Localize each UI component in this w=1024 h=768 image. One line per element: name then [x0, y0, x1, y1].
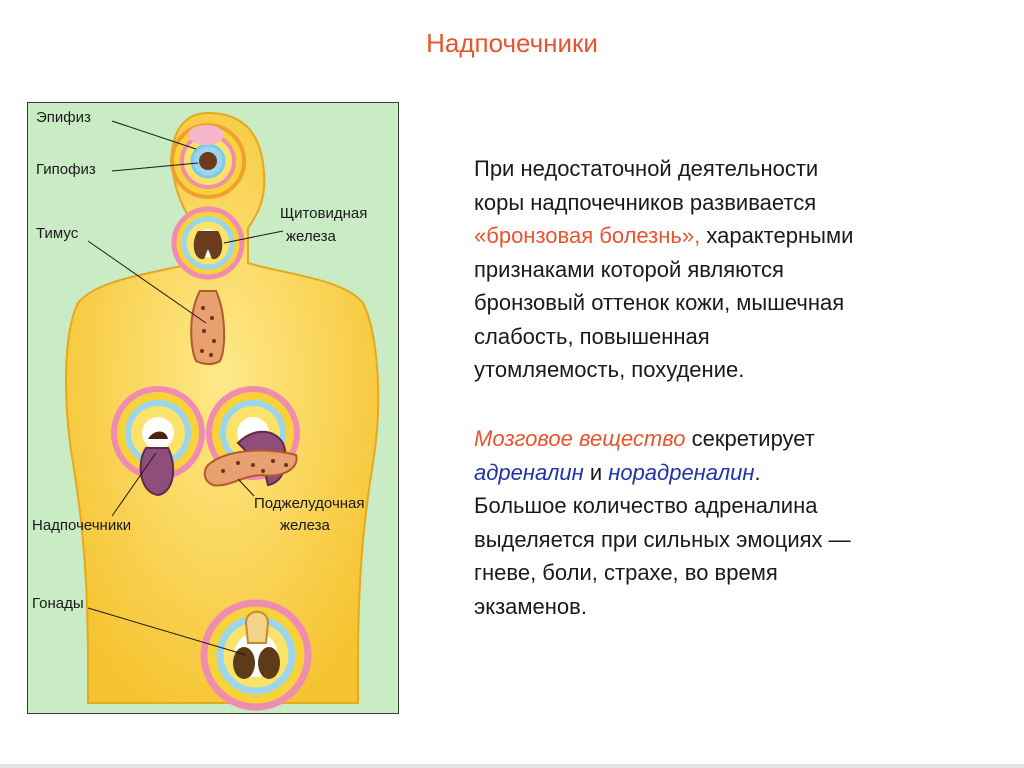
- label-adrenals: Надпочечники: [32, 517, 132, 534]
- text-line: коры надпочечников развивается: [474, 189, 817, 215]
- hormone-adrenaline: адреналин: [474, 459, 584, 485]
- label-pancreas-line2: железа: [280, 517, 330, 534]
- endocrine-system-illustration: [27, 102, 399, 714]
- slide-title: Надпочечники: [426, 28, 598, 58]
- label-pancreas-line1: Поджелудочная: [254, 495, 365, 512]
- text-line: выделяется при сильных эмоциях —: [474, 526, 851, 552]
- slide-bottom-edge: [0, 764, 1024, 768]
- paragraph-cortex-insufficiency: [474, 152, 974, 387]
- label-thyroid-line1: Щитовидная: [280, 205, 368, 222]
- text-line: слабость, повышенная: [474, 323, 710, 349]
- human-body-figure: [28, 103, 399, 714]
- text-fragment: секретирует: [685, 426, 815, 451]
- bronze-disease-term: «бронзовая болезнь»,: [474, 223, 701, 248]
- text-line: [474, 456, 974, 490]
- label-thymus: Тимус: [36, 225, 79, 242]
- text-line: [474, 219, 974, 253]
- text-fragment: .: [754, 459, 761, 485]
- text-line: При недостаточной деятельности: [474, 156, 819, 181]
- label-thyroid-line2: железа: [286, 228, 336, 245]
- text-line: [474, 422, 974, 456]
- text-line: гневе, боли, страхе, во время: [474, 560, 778, 585]
- label-gonads: Гонады: [32, 595, 84, 612]
- text-line: Большое количество адреналина: [474, 493, 818, 518]
- text-line: утомляемость, похудение.: [474, 357, 745, 382]
- paragraph-medulla: [474, 422, 974, 623]
- text-line: экзаменов.: [474, 593, 587, 619]
- text-fragment: характерными: [700, 223, 854, 248]
- label-epiphysis: Эпифиз: [36, 109, 91, 126]
- text-fragment: и: [583, 459, 609, 485]
- text-line: бронзовый оттенок кожи, мышечная: [474, 290, 845, 315]
- medulla-term: Мозговое вещество: [474, 426, 686, 451]
- label-hypophysis: Гипофиз: [36, 161, 96, 178]
- hormone-noradrenaline: норадреналин: [608, 459, 755, 485]
- text-line: признаками которой являются: [474, 256, 784, 282]
